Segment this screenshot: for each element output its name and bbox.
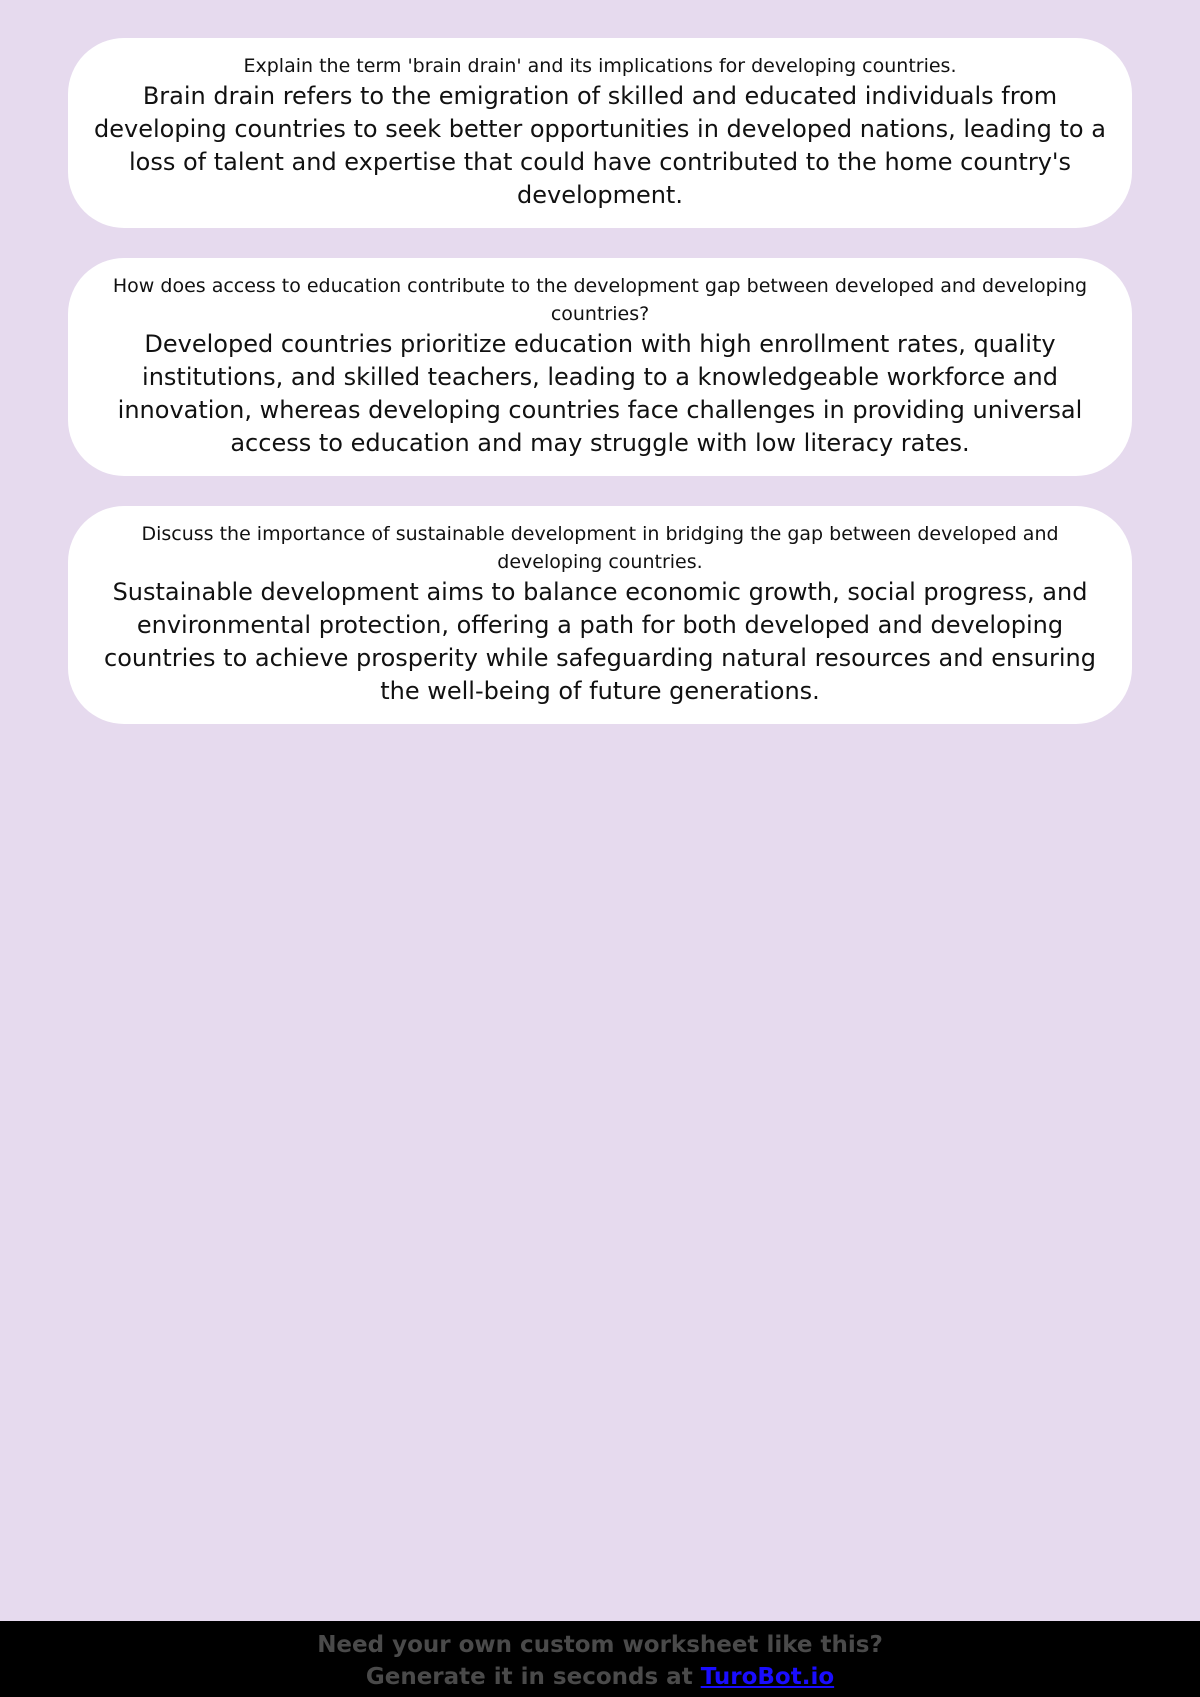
footer-line-1: Need your own custom worksheet like this?	[317, 1632, 883, 1658]
turobot-link[interactable]: TuroBot.io	[700, 1664, 835, 1690]
question-text: How does access to education contribute to the development gap between developed and developing countries?	[112, 275, 1088, 325]
footer-line-2	[0, 1661, 1200, 1693]
answer-text: Developed countries prioritize education with high enrollment rates, quality institutions, and skilled teachers, leading to a knowledgeable workforce and innovation, whereas developing countries face challenges in providing universal access to education and may struggle with low literacy rates.	[117, 330, 1083, 457]
qa-card	[68, 506, 1132, 724]
answer-text: Brain drain refers to the emigration of skilled and educated individuals from developing countries to seek better opportunities in developed nations, leading to a loss of talent and expertise that could have contributed to the home country's development.	[94, 82, 1106, 209]
promo-footer	[0, 1621, 1200, 1697]
answer-text: Sustainable development aims to balance economic growth, social progress, and environmental protection, offering a path for both developed and developing countries to achieve prosperity while safeguarding natural resources and ensuring the well-being of future generations.	[104, 578, 1096, 705]
qa-card	[68, 38, 1132, 228]
footer-line-2-text: Generate it in seconds at	[365, 1664, 701, 1690]
question-text: Discuss the importance of sustainable development in bridging the gap between developed and developing countries.	[141, 523, 1059, 573]
worksheet-cards	[68, 38, 1132, 754]
question-text: Explain the term 'brain drain' and its implications for developing countries.	[243, 55, 957, 77]
qa-card	[68, 258, 1132, 476]
